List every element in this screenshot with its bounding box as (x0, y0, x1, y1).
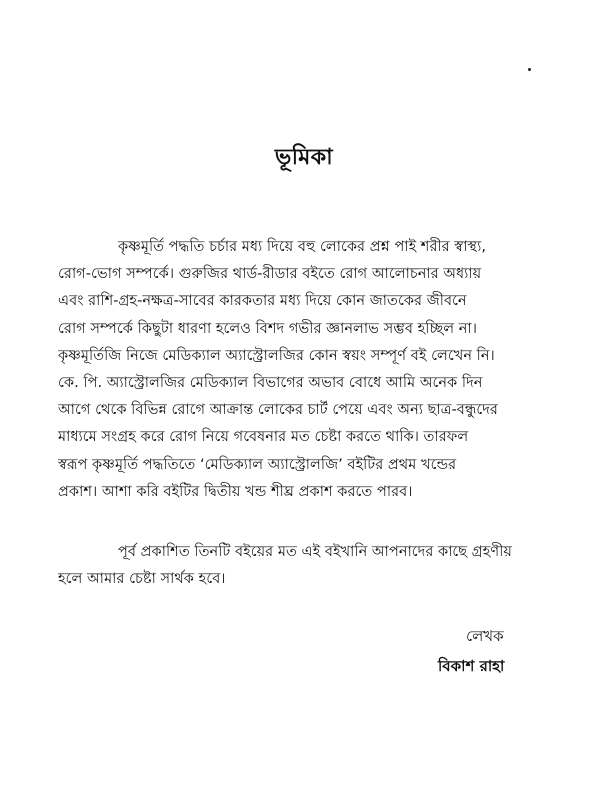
page-title: ভূমিকা (274, 145, 334, 170)
scan-speck (528, 68, 531, 71)
text-line: প্রকাশ। আশা করি বইটির দ্বিতীয় খন্ড শীঘ্র প্রকাশ করতে পারব। (58, 482, 413, 500)
author-name: বিকাশ রাহা (438, 657, 505, 675)
text-line: রোগ সম্পর্কে কিছুটা ধারণা হলেও বিশদ গভীর জ্ঞানলাভ সম্ভব হচ্ছিল না। (58, 319, 477, 337)
signoff-label: লেখক (466, 627, 504, 645)
text-line: কে. পি. অ্যাস্ট্রোলজির মেডিক্যাল বিভাগের অভাব বোধে আমি অনেক দিন (58, 374, 483, 392)
paragraph-2 (58, 538, 572, 592)
paragraph-1 (58, 233, 572, 505)
text-line: পূর্ব প্রকাশিত তিনটি বইয়ের মত এই বইখানি আপনাদের কাছে গ্রহণীয় (118, 543, 512, 560)
text-line: কৃষ্ণমূর্তি পদ্ধতি চর্চার মধ্য দিয়ে বহু লোকের প্রশ্ন পাই শরীর স্বাস্থ্য, (118, 238, 486, 255)
text-line: এবং রাশি-গ্রহ-নক্ষত্র-সাবের কারকতার মধ্য দিয়ে কোন জাতকের জীবনে (58, 292, 467, 310)
text-line: আগে থেকে বিভিন্ন রোগে আক্রান্ত লোকের চার্ট পেয়ে এবং অন্য ছাত্র-বন্ধুদের (58, 401, 498, 419)
text-line: হলে আমার চেষ্টা সার্থক হবে। (58, 570, 226, 588)
text-line: স্বরূপ কৃষ্ণমূর্তি পদ্ধতিতে ‘মেডিক্যাল অ্যাস্ট্রোলজি’ বইটির প্রথম খন্ডের (58, 455, 457, 473)
text-line: কৃষ্ণমূর্তিজি নিজে মেডিক্যাল অ্যাস্ট্রোলজির কোন স্বয়ং সম্পূর্ণ বই লেখেন নি। (58, 346, 495, 364)
text-line: রোগ-ভোগ সম্পর্কে। গুরুজির থার্ড-রীডার বইতে রোগ আলোচনার অধ্যায় (58, 265, 482, 283)
text-line: মাধ্যমে সংগ্রহ করে রোগ নিয়ে গবেষনার মত চেষ্টা করতে থাকি। তারফল (58, 428, 469, 446)
